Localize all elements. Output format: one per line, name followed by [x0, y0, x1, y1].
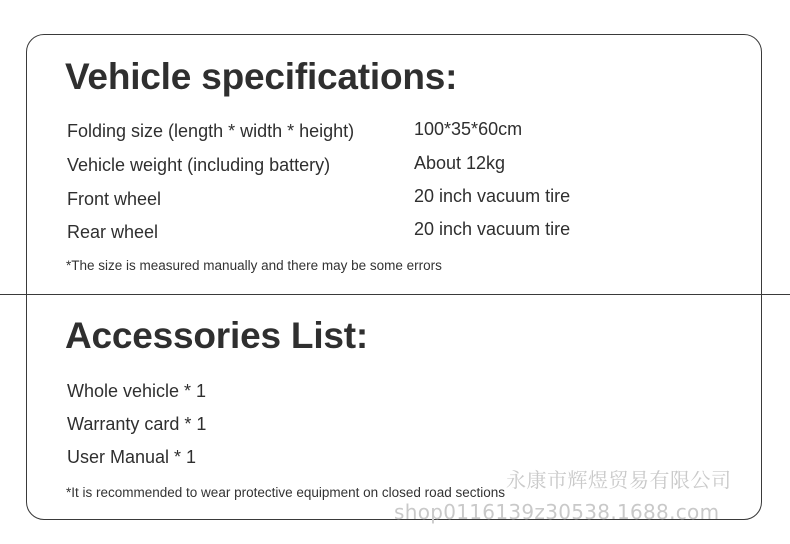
spec-label-folding-size: Folding size (length * width * height): [67, 121, 355, 141]
accessories-note: *It is recommended to wear protective equipment on closed road sections: [66, 485, 505, 500]
accessory-item-vehicle: Whole vehicle * 1: [67, 381, 207, 401]
spec-value-rear-wheel: 20 inch vacuum tire: [414, 219, 571, 239]
specs-title: Vehicle specifications:: [65, 56, 458, 97]
watermark-url: shop0116139z30538.1688.com: [394, 500, 720, 524]
specs-note: *The size is measured manually and there may be some errors: [66, 258, 442, 273]
spec-value-front-wheel: 20 inch vacuum tire: [414, 186, 571, 206]
section-divider: [0, 294, 790, 295]
accessories-title: Accessories List:: [65, 315, 369, 356]
accessory-item-manual: User Manual * 1: [67, 447, 197, 467]
spec-label-weight: Vehicle weight (including battery): [67, 155, 331, 175]
spec-value-folding-size: 100*35*60cm: [414, 119, 523, 139]
spec-value-weight: About 12kg: [414, 153, 506, 173]
watermark-company: 永康市辉煜贸易有限公司: [506, 468, 732, 492]
spec-label-rear-wheel: Rear wheel: [67, 222, 159, 242]
spec-label-front-wheel: Front wheel: [67, 189, 162, 209]
accessory-item-warranty: Warranty card * 1: [67, 414, 207, 434]
